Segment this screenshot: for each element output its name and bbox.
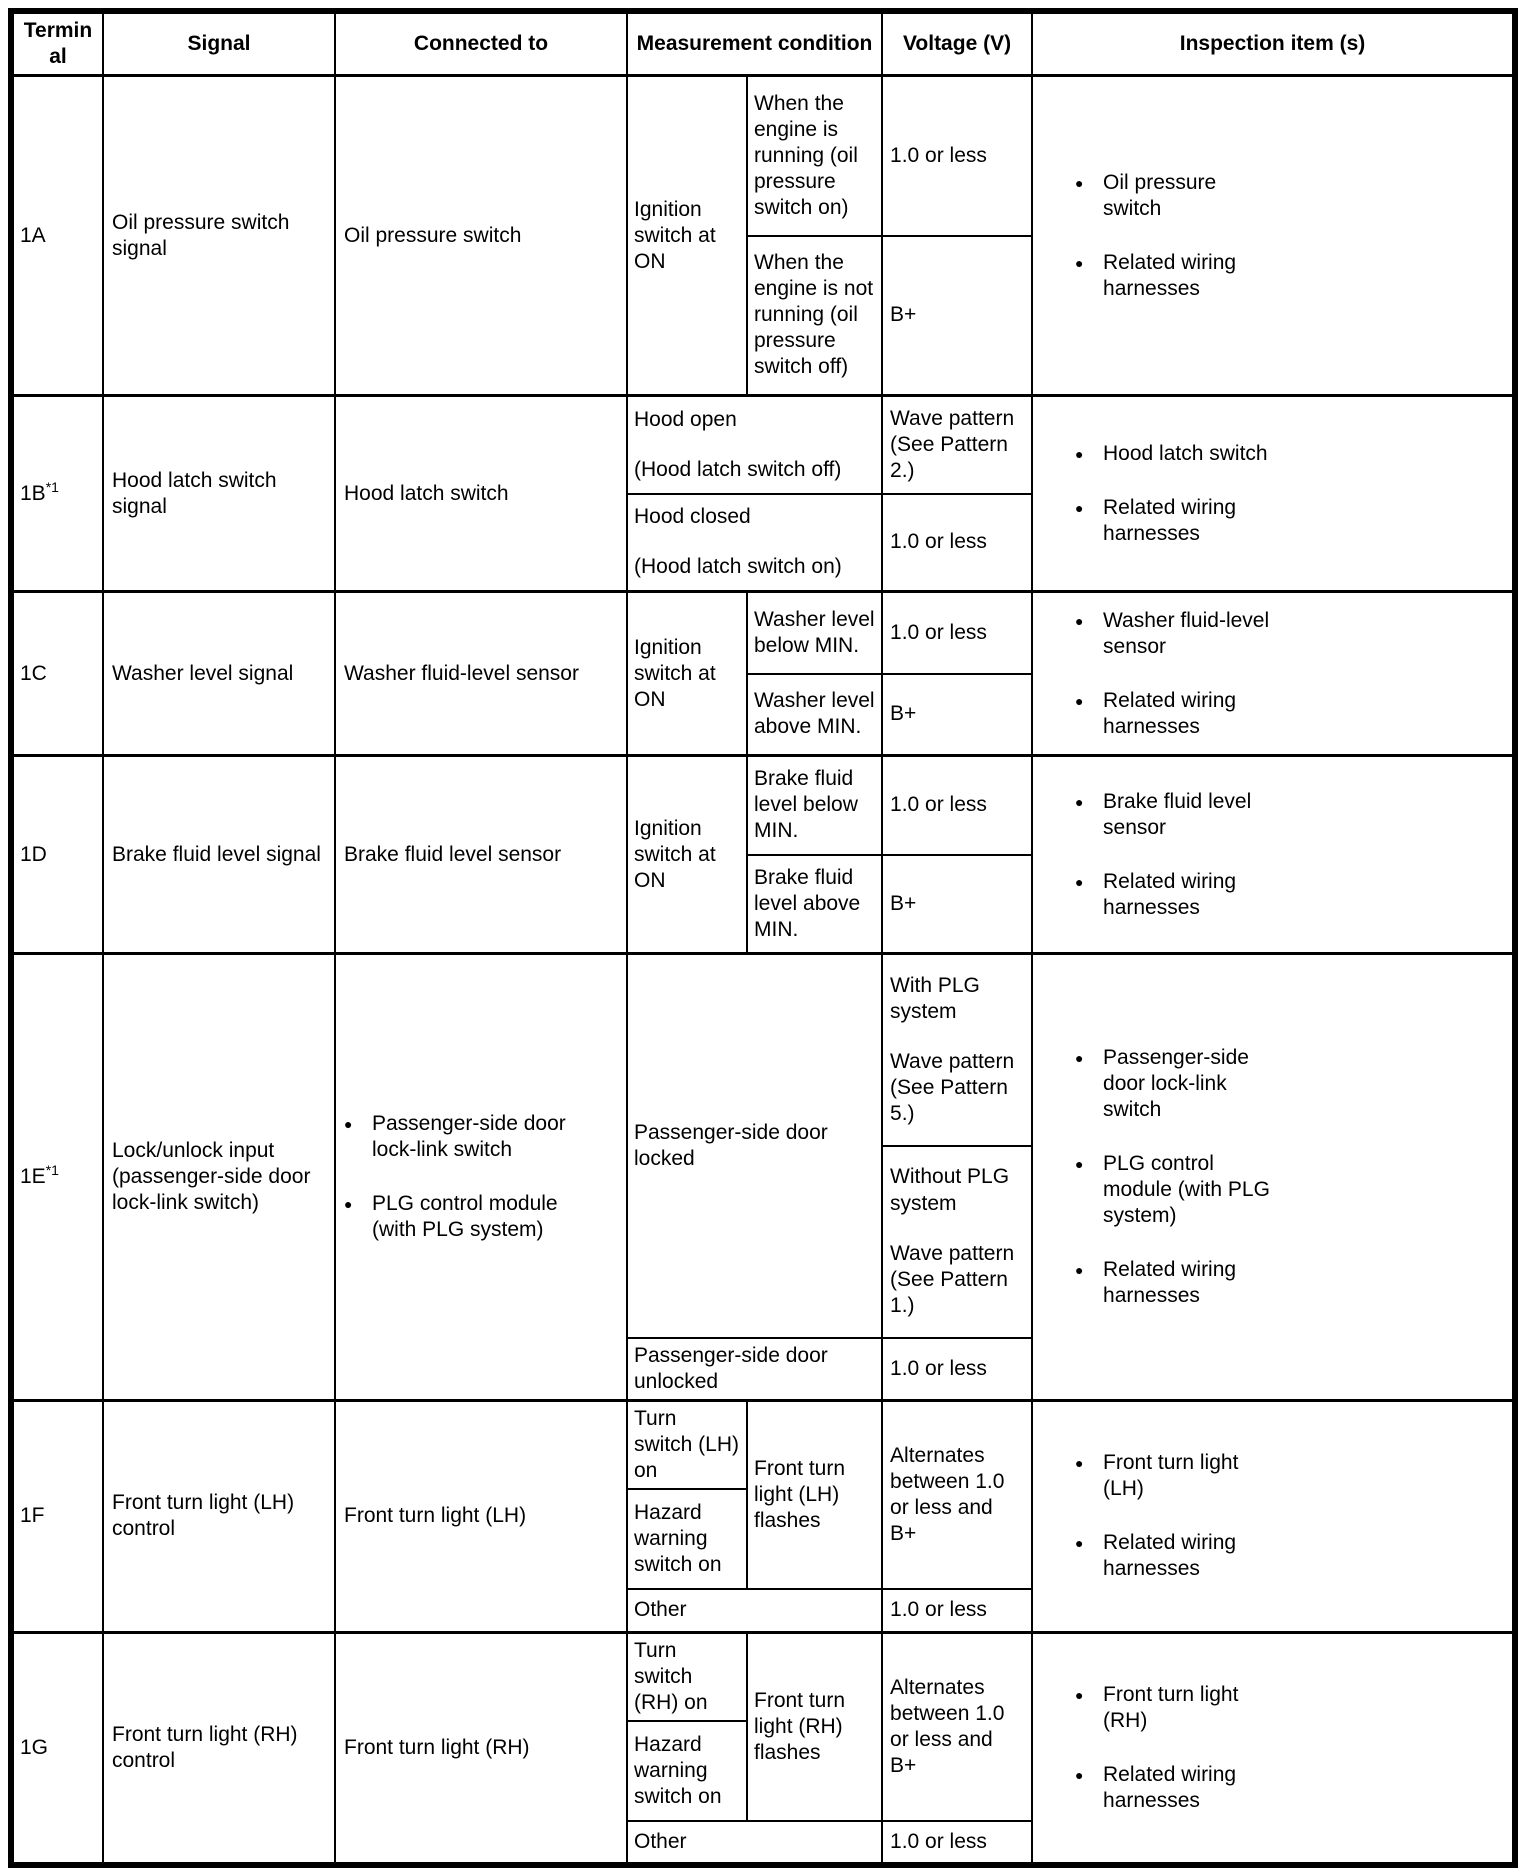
inspection-list bbox=[1075, 789, 1502, 921]
terminal-cell: 1C bbox=[11, 592, 103, 756]
condition-line: Hood open bbox=[634, 407, 737, 431]
table-row bbox=[11, 592, 1515, 674]
connected-cell: Washer fluid-level sensor bbox=[335, 592, 627, 756]
bullet-icon: ● bbox=[1075, 254, 1084, 271]
bullet-icon: ● bbox=[1075, 1261, 1084, 1278]
inspection-item-text: Oil pressure switch bbox=[1103, 170, 1217, 220]
inspection-item-text: Related wiring harnesses bbox=[1103, 1257, 1237, 1307]
inspection-item bbox=[1075, 1530, 1502, 1582]
row-group-1d bbox=[11, 756, 1515, 954]
voltage-cell: Alternates between 1.0 or less and B+ bbox=[882, 1633, 1032, 1822]
bullet-icon: ● bbox=[1075, 1687, 1084, 1704]
inspection-cell bbox=[1032, 954, 1515, 1401]
voltage-cell: B+ bbox=[882, 236, 1032, 396]
inspection-item-text: Related wiring harnesses bbox=[1103, 688, 1237, 738]
inspection-item-text: Related wiring harnesses bbox=[1103, 1531, 1237, 1581]
mc-condition-cell: Passenger-side door unlocked bbox=[627, 1338, 882, 1401]
inspection-list bbox=[1075, 441, 1502, 547]
mc-ignition-cell: Ignition switch at ON bbox=[627, 592, 747, 756]
inspection-item bbox=[1075, 170, 1502, 222]
mc-condition-cell: Hazard warning switch on bbox=[627, 1721, 747, 1821]
voltage-line: Without PLG system bbox=[890, 1165, 1010, 1215]
mc-condition-cell: Other bbox=[627, 1821, 882, 1865]
terminal-label: 1E bbox=[20, 1164, 46, 1188]
voltage-line: With PLG system bbox=[890, 973, 980, 1023]
inspection-item-text: Brake fluid level sensor bbox=[1103, 789, 1252, 839]
row-group-1a bbox=[11, 76, 1515, 396]
voltage-line: Wave pattern (See Pattern 5.) bbox=[890, 1049, 1015, 1125]
signal-cell: Front turn light (RH) control bbox=[103, 1633, 335, 1866]
table-row bbox=[11, 756, 1515, 855]
mc-condition-cell: When the engine is running (oil pressure switch on) bbox=[747, 76, 882, 236]
bullet-icon: ● bbox=[1075, 873, 1084, 890]
inspection-item-text: Washer fluid-level sensor bbox=[1103, 608, 1270, 658]
inspection-list bbox=[1075, 1682, 1502, 1814]
terminal-cell bbox=[11, 396, 103, 592]
inspection-item-text: Passenger-side door lock-link switch bbox=[1103, 1045, 1249, 1121]
table-row bbox=[11, 1400, 1515, 1489]
bullet-icon: ● bbox=[344, 1195, 353, 1212]
voltage-cell: 1.0 or less bbox=[882, 592, 1032, 674]
mc-condition-cell: Brake fluid level below MIN. bbox=[747, 756, 882, 855]
inspection-cell bbox=[1032, 756, 1515, 954]
col-header-voltage: Voltage (V) bbox=[882, 11, 1032, 76]
mc-condition-cell: Hazard warning switch on bbox=[627, 1489, 747, 1589]
inspection-item-text: Related wiring harnesses bbox=[1103, 1763, 1237, 1813]
bullet-icon: ● bbox=[1075, 1155, 1084, 1172]
mc-result-cell: Front turn light (RH) flashes bbox=[747, 1633, 882, 1822]
connected-cell: Hood latch switch bbox=[335, 396, 627, 592]
terminal-cell: 1G bbox=[11, 1633, 103, 1866]
inspection-item-text: Related wiring harnesses bbox=[1103, 250, 1237, 300]
inspection-item bbox=[1075, 250, 1502, 302]
mc-condition-cell: Turn switch (RH) on bbox=[627, 1633, 747, 1722]
inspection-cell bbox=[1032, 1633, 1515, 1866]
table-row bbox=[11, 76, 1515, 236]
inspection-item-text: Hood latch switch bbox=[1103, 441, 1268, 465]
bullet-icon: ● bbox=[1075, 612, 1084, 629]
terminal-cell bbox=[11, 954, 103, 1401]
voltage-cell: 1.0 or less bbox=[882, 1589, 1032, 1633]
bullet-icon: ● bbox=[1075, 1535, 1084, 1552]
voltage-cell: 1.0 or less bbox=[882, 494, 1032, 592]
inspection-item bbox=[1075, 495, 1502, 547]
inspection-item bbox=[1075, 1450, 1502, 1502]
col-header-connected-to: Connected to bbox=[335, 11, 627, 76]
inspection-cell bbox=[1032, 396, 1515, 592]
connected-cell: Front turn light (LH) bbox=[335, 1400, 627, 1633]
terminal-label: 1B bbox=[20, 481, 46, 505]
inspection-item bbox=[1075, 1045, 1502, 1123]
row-group-1e bbox=[11, 954, 1515, 1401]
bullet-icon: ● bbox=[1075, 692, 1084, 709]
inspection-cell bbox=[1032, 1400, 1515, 1633]
condition-line: (Hood latch switch off) bbox=[634, 457, 842, 481]
col-header-inspection: Inspection item (s) bbox=[1032, 11, 1515, 76]
condition-line: (Hood latch switch on) bbox=[634, 555, 842, 579]
mc-condition-cell: Other bbox=[627, 1589, 882, 1633]
inspection-item-text: PLG control module (with PLG system) bbox=[1103, 1151, 1270, 1227]
row-group-1g bbox=[11, 1633, 1515, 1866]
signal-cell: Washer level signal bbox=[103, 592, 335, 756]
terminal-cell: 1F bbox=[11, 1400, 103, 1633]
connected-item bbox=[344, 1111, 618, 1163]
mc-result-cell: Front turn light (LH) flashes bbox=[747, 1400, 882, 1589]
voltage-cell: 1.0 or less bbox=[882, 1338, 1032, 1401]
signal-cell: Lock/unlock input (passenger-side door lock-link switch) bbox=[103, 954, 335, 1401]
voltage-line: Wave pattern (See Pattern 1.) bbox=[890, 1241, 1015, 1317]
col-header-measurement-condition: Measurement condition bbox=[627, 11, 882, 76]
bullet-icon: ● bbox=[1075, 499, 1084, 516]
inspection-cell bbox=[1032, 592, 1515, 756]
connected-cell bbox=[335, 954, 627, 1401]
inspection-item-text: Related wiring harnesses bbox=[1103, 495, 1237, 545]
mc-condition-cell: Brake fluid level above MIN. bbox=[747, 855, 882, 954]
inspection-item bbox=[1075, 688, 1502, 740]
signal-cell: Brake fluid level signal bbox=[103, 756, 335, 954]
inspection-item-text: Front turn light (RH) bbox=[1103, 1683, 1239, 1733]
bullet-icon: ● bbox=[1075, 445, 1084, 462]
inspection-item bbox=[1075, 608, 1502, 660]
voltage-cell: B+ bbox=[882, 855, 1032, 954]
mc-condition-cell: Turn switch (LH) on bbox=[627, 1400, 747, 1489]
row-group-1b bbox=[11, 396, 1515, 592]
inspection-item bbox=[1075, 869, 1502, 921]
col-header-signal: Signal bbox=[103, 11, 335, 76]
mc-condition-cell: Passenger-side door locked bbox=[627, 954, 882, 1338]
signal-cell: Front turn light (LH) control bbox=[103, 1400, 335, 1633]
bullet-icon: ● bbox=[1075, 1455, 1084, 1472]
terminal-footnote: *1 bbox=[45, 1161, 59, 1178]
inspection-item-text: Front turn light (LH) bbox=[1103, 1451, 1239, 1501]
connected-item-text: Passenger-side door lock-link switch bbox=[372, 1111, 566, 1161]
mc-condition-cell: When the engine is not running (oil pressure switch off) bbox=[747, 236, 882, 396]
inspection-list bbox=[1075, 1045, 1502, 1309]
table-header bbox=[11, 11, 1515, 76]
mc-condition-cell bbox=[627, 396, 882, 494]
connected-item bbox=[344, 1191, 618, 1243]
bullet-icon: ● bbox=[1075, 1049, 1084, 1066]
voltage-cell bbox=[882, 954, 1032, 1146]
row-group-1c bbox=[11, 592, 1515, 756]
signal-cell: Oil pressure switch signal bbox=[103, 76, 335, 396]
signal-cell: Hood latch switch signal bbox=[103, 396, 335, 592]
terminal-voltage-table bbox=[8, 8, 1518, 1868]
inspection-list bbox=[1075, 608, 1502, 740]
table-row bbox=[11, 396, 1515, 494]
inspection-item bbox=[1075, 1682, 1502, 1734]
mc-ignition-cell: Ignition switch at ON bbox=[627, 756, 747, 954]
mc-condition-cell: Washer level below MIN. bbox=[747, 592, 882, 674]
bullet-icon: ● bbox=[1075, 174, 1084, 191]
voltage-cell: B+ bbox=[882, 674, 1032, 756]
inspection-item bbox=[1075, 789, 1502, 841]
col-header-terminal: Terminal bbox=[11, 11, 103, 76]
inspection-list bbox=[1075, 1450, 1502, 1582]
voltage-cell: 1.0 or less bbox=[882, 756, 1032, 855]
inspection-item bbox=[1075, 1151, 1502, 1229]
mc-condition-cell bbox=[627, 494, 882, 592]
terminal-footnote: *1 bbox=[45, 478, 59, 495]
inspection-cell bbox=[1032, 76, 1515, 396]
inspection-item bbox=[1075, 1762, 1502, 1814]
table-row bbox=[11, 1633, 1515, 1722]
table-row bbox=[11, 954, 1515, 1146]
voltage-cell: Wave pattern (See Pattern 2.) bbox=[882, 396, 1032, 494]
inspection-item-text: Related wiring harnesses bbox=[1103, 869, 1237, 919]
connected-list bbox=[344, 1111, 618, 1243]
mc-ignition-cell: Ignition switch at ON bbox=[627, 76, 747, 396]
connected-cell: Brake fluid level sensor bbox=[335, 756, 627, 954]
inspection-item bbox=[1075, 1257, 1502, 1309]
connected-cell: Front turn light (RH) bbox=[335, 1633, 627, 1866]
voltage-cell: 1.0 or less bbox=[882, 1821, 1032, 1865]
inspection-list bbox=[1075, 170, 1502, 302]
terminal-cell: 1D bbox=[11, 756, 103, 954]
voltage-cell: Alternates between 1.0 or less and B+ bbox=[882, 1400, 1032, 1589]
bullet-icon: ● bbox=[344, 1115, 353, 1132]
voltage-cell bbox=[882, 1146, 1032, 1338]
condition-line: Hood closed bbox=[634, 505, 751, 529]
mc-condition-cell: Washer level above MIN. bbox=[747, 674, 882, 756]
connected-item-text: PLG control module (with PLG system) bbox=[372, 1191, 558, 1241]
bullet-icon: ● bbox=[1075, 793, 1084, 810]
terminal-cell: 1A bbox=[11, 76, 103, 396]
inspection-item bbox=[1075, 441, 1502, 467]
connected-cell: Oil pressure switch bbox=[335, 76, 627, 396]
row-group-1f bbox=[11, 1400, 1515, 1633]
voltage-cell: 1.0 or less bbox=[882, 76, 1032, 236]
bullet-icon: ● bbox=[1075, 1767, 1084, 1784]
